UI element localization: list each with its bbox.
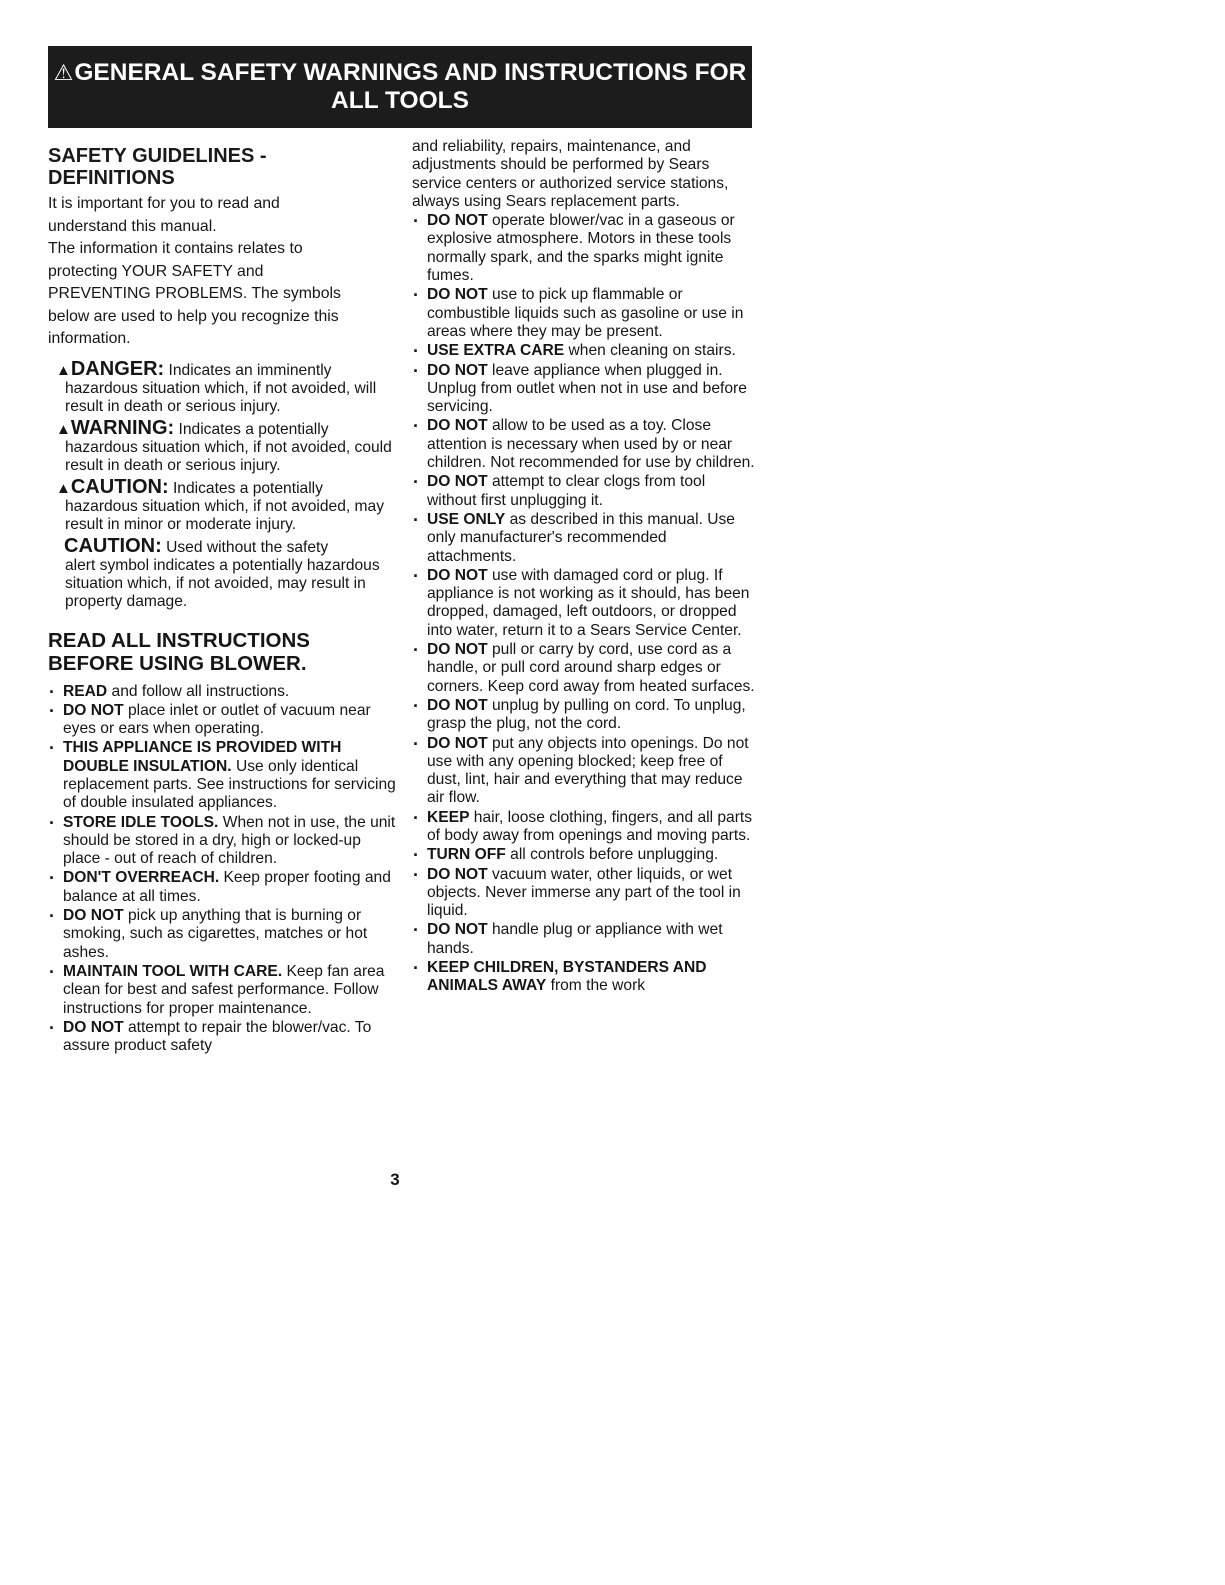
right-column (412, 138, 758, 997)
list-item (412, 697, 758, 734)
intro-line: protecting YOUR SAFETY and (48, 262, 264, 280)
bullet-keyword: DO NOT (427, 473, 488, 491)
heading-line: BEFORE USING BLOWER. (48, 651, 307, 675)
definition-lead: Indicates a potentially (168, 479, 323, 497)
list-item (412, 866, 758, 921)
definition-caution (56, 476, 396, 534)
bullet-keyword: STORE IDLE TOOLS. (63, 813, 219, 831)
bullet-text: use with damaged cord or plug. If appliance is not working as it should, has been dropped, damaged, left outdoors, or dropped into water, return it to a Sears Service Center. (427, 566, 750, 639)
bullet-text: Keep proper footing and balance at all times. (63, 869, 391, 905)
page-banner (48, 46, 752, 128)
bullet-text: use to pick up flammable or combustible liquids such as gasoline or use in areas where they may be present. (427, 286, 744, 340)
bullet-keyword: DO NOT (63, 907, 124, 925)
bullet-text: hair, loose clothing, fingers, and all parts of body away from openings and moving parts. (427, 808, 753, 844)
list-item (48, 869, 396, 906)
heading-line: SAFETY GUIDELINES - (48, 145, 267, 167)
intro-line: information. (48, 330, 131, 347)
bullet-text: pull or carry by cord, use cord as a handle, or pull cord around sharp edges or corners. Keep cord away from heated surfaces. (427, 641, 755, 695)
list-item (48, 702, 396, 739)
list-item (48, 907, 396, 962)
intro-line: It is important for you to read and (48, 195, 280, 212)
list-item (48, 739, 396, 812)
list-item (412, 921, 758, 958)
bullet-keyword: DO NOT (427, 865, 488, 883)
bullet-keyword: TURN OFF (427, 846, 506, 864)
page-number: 3 (390, 1170, 400, 1189)
bullet-text: place inlet or outlet of vacuum near eyes or ears when operating. (63, 701, 371, 738)
list-item (412, 735, 758, 808)
bullet-text: handle plug or appliance with wet hands. (427, 921, 723, 957)
list-item (48, 814, 396, 869)
warning-triangle-icon: ⚠ (53, 60, 74, 85)
list-item (412, 959, 758, 996)
intro-line: understand this manual. (48, 217, 217, 235)
bullet-text: Use only identical replacement parts. See instructions for servicing of double insulated appliances. (63, 757, 396, 812)
bullet-keyword: DO NOT (63, 701, 124, 719)
bullet-keyword: DO NOT (427, 566, 488, 584)
bullet-keyword: DO NOT (63, 1018, 124, 1036)
list-item (412, 362, 758, 417)
bullet-text: from the work (546, 977, 646, 995)
list-item (412, 641, 758, 696)
bullet-keyword: DO NOT (427, 417, 488, 435)
bullet-keyword: DO NOT (427, 696, 488, 714)
banner-line-1 (48, 59, 752, 87)
bullet-keyword: DO NOT (427, 734, 488, 752)
bullet-text: unplug by pulling on cord. To unplug, grasp the plug, not the cord. (427, 696, 746, 733)
bullet-text: and follow all instructions. (107, 682, 290, 700)
signal-word: DANGER: (70, 357, 165, 380)
bullet-text: when cleaning on stairs. (564, 342, 736, 360)
definition-lead: Used without the safety (161, 538, 329, 556)
definition-lead: Indicates a potentially (174, 420, 329, 438)
bullet-text: put any objects into openings. Do not use with any opening blocked; keep free of dust, lint, hair and everything that may reduce air flow. (427, 734, 749, 807)
definition-text: hazardous situation which, if not avoided, will result in death or serious injury. (65, 379, 377, 415)
heading-line: DEFINITIONS (48, 167, 175, 189)
bullet-text: as described in this manual. Use only manufacturer's recommended attachments. (427, 510, 735, 565)
list-item (48, 1019, 396, 1056)
safety-guidelines-heading (48, 145, 396, 189)
intro-line: PREVENTING PROBLEMS. The symbols (48, 285, 341, 302)
definition-text: alert symbol indicates a potentially hazardous situation which, if not avoided, may result in property damage. (65, 556, 380, 610)
left-column (48, 140, 396, 1056)
intro-line: The information it contains relates to (48, 240, 303, 257)
definition-danger (56, 358, 396, 416)
bullet-keyword: DO NOT (427, 361, 488, 379)
safety-alert-icon: ▲ (56, 479, 71, 497)
banner-title: GENERAL SAFETY WARNINGS AND INSTRUCTIONS FOR (74, 59, 747, 86)
bullet-text: When not in use, the unit should be stored in a dry, high or locked-up place - out of reach of children. (63, 813, 396, 868)
bullet-keyword: MAINTAIN TOOL WITH CARE. (63, 962, 283, 980)
bullet-keyword: THIS APPLIANCE IS PROVIDED WITH DOUBLE INSULATION. (63, 739, 342, 775)
list-item (48, 683, 396, 701)
bullet-keyword: DON'T OVERREACH. (63, 869, 220, 887)
intro-paragraph (48, 193, 396, 351)
list-item (412, 511, 758, 566)
definition-warning (56, 417, 396, 475)
list-item (412, 567, 758, 640)
definition-text: hazardous situation which, if not avoided, may result in minor or moderate injury. (65, 497, 384, 533)
instruction-list-right (412, 138, 758, 996)
read-instructions-heading (48, 629, 396, 675)
bullet-keyword: READ (63, 682, 108, 700)
bullet-keyword: DO NOT (427, 286, 488, 304)
bullet-text: Keep fan area clean for best and safest performance. Follow instructions for proper maintenance. (63, 962, 385, 1017)
list-item-continuation: and reliability, repairs, maintenance, and adjustments should be performed by Sears service centers or authorized service stations, always using Sears replacement parts. (412, 138, 729, 210)
signal-word: WARNING: (70, 416, 175, 439)
bullet-text: pick up anything that is burning or smoking, such as cigarettes, matches or hot ashes. (63, 907, 368, 961)
heading-line: READ ALL INSTRUCTIONS (48, 628, 310, 652)
bullet-text: allow to be used as a toy. Close attention is necessary when used by or near children. Not recommended for use by children. (427, 417, 755, 472)
bullet-keyword: KEEP CHILDREN, BYSTANDERS AND ANIMALS AWAY (427, 959, 707, 995)
list-item (412, 809, 758, 846)
bullet-text: leave appliance when plugged in. Unplug from outlet when not in use and before servicing. (427, 361, 747, 416)
signal-word: CAUTION: (70, 475, 169, 498)
banner-line-2: ALL TOOLS (331, 87, 469, 114)
bullet-keyword: USE EXTRA CARE (427, 342, 565, 360)
safety-alert-icon: ▲ (56, 420, 71, 438)
list-item (412, 286, 758, 341)
bullet-keyword: KEEP (427, 808, 470, 826)
bullet-keyword: DO NOT (427, 641, 488, 659)
definition-caution (56, 535, 396, 611)
definition-text: hazardous situation which, if not avoided, could result in death or serious injury. (65, 438, 392, 474)
bullet-text: all controls before unplugging. (505, 846, 719, 864)
signal-word-definitions (48, 358, 396, 611)
bullet-text: operate blower/vac in a gaseous or explosive atmosphere. Motors in these tools normally spark, and the sparks might ignite fumes. (427, 212, 735, 285)
bullet-text: attempt to repair the blower/vac. To assure product safety (63, 1018, 372, 1055)
instruction-list-left (48, 683, 396, 1056)
bullet-keyword: DO NOT (427, 212, 488, 230)
bullet-keyword: USE ONLY (427, 510, 506, 528)
bullet-keyword: DO NOT (427, 921, 488, 939)
definition-lead: Indicates an imminently (164, 361, 332, 379)
list-item (48, 963, 396, 1018)
list-item (412, 342, 758, 360)
bullet-text: attempt to clear clogs from tool without first unplugging it. (427, 473, 706, 509)
bullet-text: vacuum water, other liquids, or wet objects. Never immerse any part of the tool in liquid. (427, 865, 741, 920)
list-item (412, 212, 758, 285)
list-item (412, 473, 758, 510)
signal-word: CAUTION: (64, 534, 162, 557)
safety-alert-icon: ▲ (56, 361, 71, 379)
list-item (412, 846, 758, 864)
intro-line: below are used to help you recognize this (48, 307, 339, 325)
list-item (412, 417, 758, 472)
